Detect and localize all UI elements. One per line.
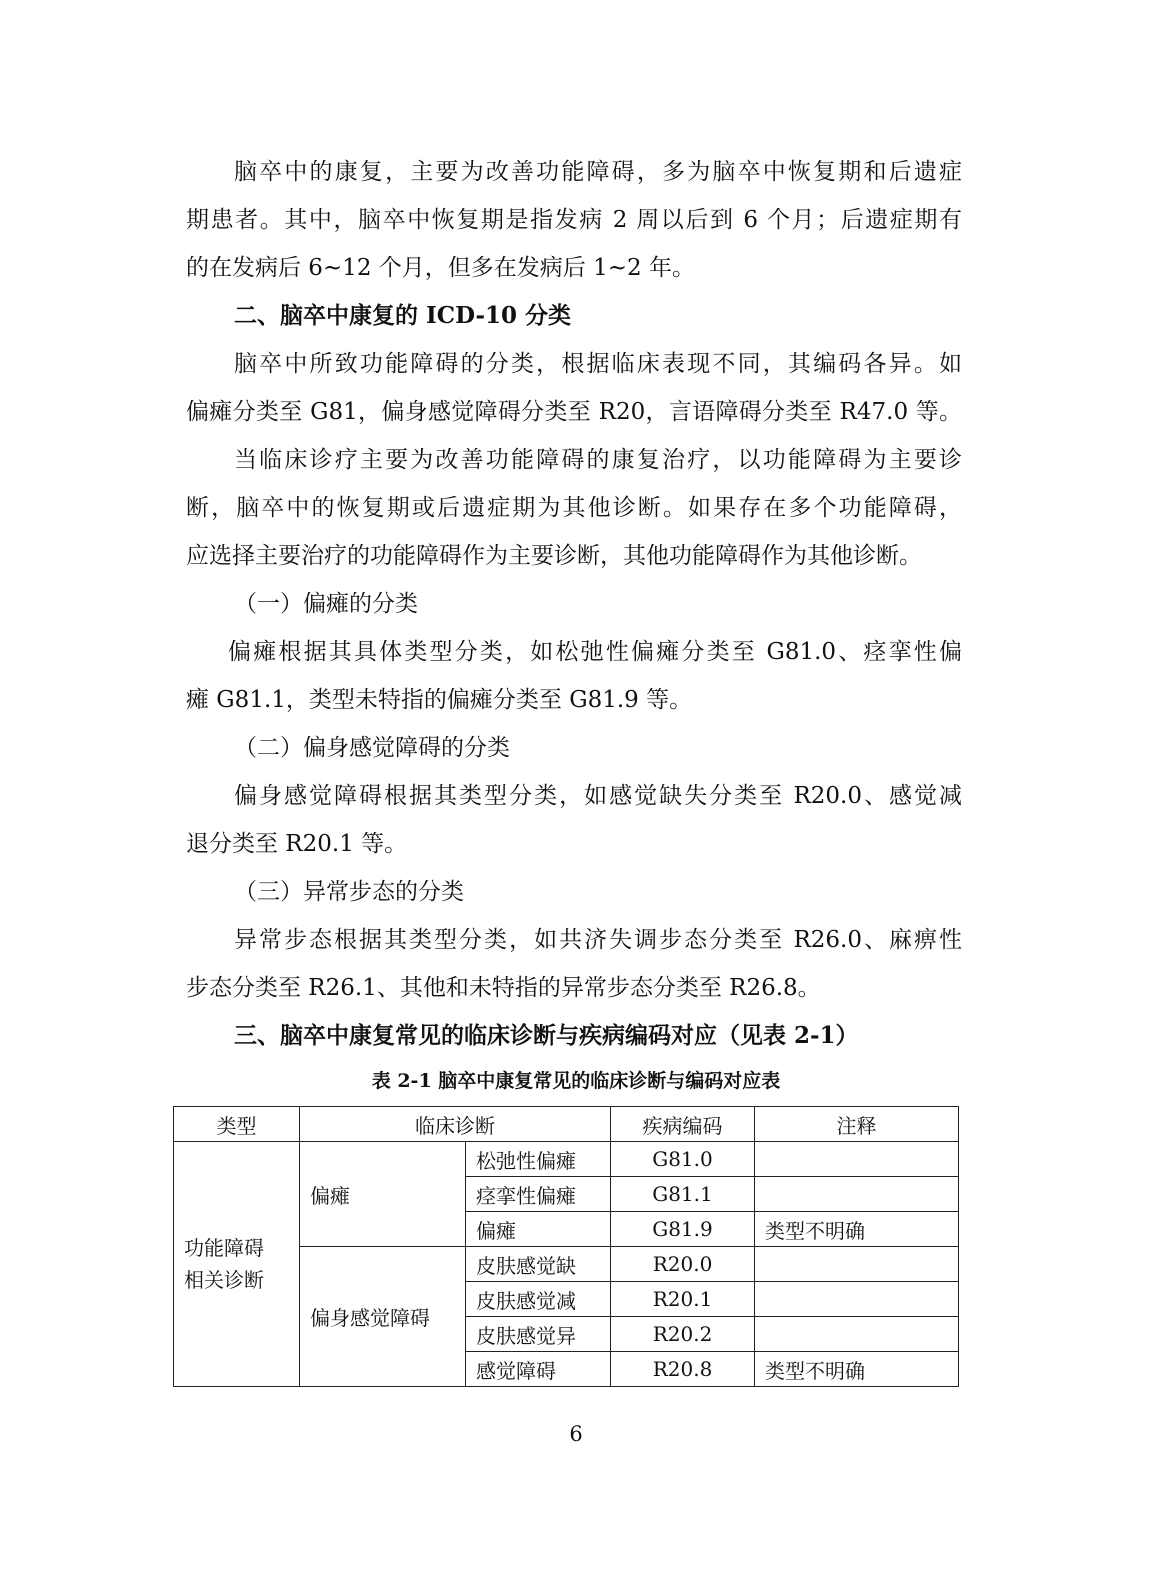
note-cell	[755, 1142, 959, 1177]
type-cell	[174, 1142, 300, 1387]
note-cell	[755, 1317, 959, 1352]
table-row	[174, 1142, 959, 1177]
text-line: 脑卒中所致功能障碍的分类，根据临床表现不同，其编码各异。如	[234, 351, 962, 377]
page-number: 6	[569, 1422, 583, 1446]
section-heading-icd10: 二、脑卒中康复的 ICD-10 分类	[234, 302, 572, 329]
type-label-line: 功能障碍	[184, 1236, 264, 1260]
subheading-gait: （三）异常步态的分类	[234, 879, 464, 905]
paragraph-stroke-rehab-intro	[186, 148, 962, 292]
diagnosis-cell: 皮肤感觉缺	[466, 1247, 611, 1282]
diagnosis-cell: 皮肤感觉异	[466, 1317, 611, 1352]
text-line: 偏瘫根据其具体类型分类，如松弛性偏瘫分类至 G81.0、痉挛性偏	[228, 639, 962, 665]
text-line: 的在发病后 6~12 个月，但多在发病后 1~2 年。	[186, 255, 695, 281]
header-note: 注释	[755, 1107, 959, 1142]
paragraph-gait	[186, 916, 962, 1012]
group-cell-hemiplegia: 偏瘫	[300, 1142, 466, 1247]
text-line: 期患者。其中，脑卒中恢复期是指发病 2 周以后到 6 个月；后遗症期有	[186, 207, 962, 233]
text-line: 应选择主要治疗的功能障碍作为主要诊断，其他功能障碍作为其他诊断。	[186, 543, 922, 569]
code-cell: G81.1	[611, 1177, 755, 1212]
diagnosis-code-table	[173, 1106, 959, 1387]
header-type: 类型	[174, 1107, 300, 1142]
text-line: 步态分类至 R26.1、其他和未特指的异常步态分类至 R26.8。	[186, 975, 821, 1001]
diagnosis-cell: 松弛性偏瘫	[466, 1142, 611, 1177]
text-line: 偏身感觉障碍根据其类型分类，如感觉缺失分类至 R20.0、感觉减	[234, 783, 962, 809]
note-cell	[755, 1177, 959, 1212]
subheading-hemisensory: （二）偏身感觉障碍的分类	[234, 735, 510, 761]
diagnosis-cell: 痉挛性偏瘫	[466, 1177, 611, 1212]
text-line: 偏瘫分类至 G81，偏身感觉障碍分类至 R20，言语障碍分类至 R47.0 等。	[186, 399, 962, 425]
code-cell: G81.0	[611, 1142, 755, 1177]
text-line: 退分类至 R20.1 等。	[186, 831, 408, 857]
paragraph-hemiplegia	[186, 628, 962, 724]
diagnosis-cell: 感觉障碍	[466, 1352, 611, 1387]
header-diagnosis: 临床诊断	[300, 1107, 611, 1142]
table-header-row	[174, 1107, 959, 1142]
paragraph-main-diagnosis	[186, 436, 962, 580]
table-caption: 表 2-1 脑卒中康复常见的临床诊断与编码对应表	[371, 1070, 781, 1092]
note-cell	[755, 1247, 959, 1282]
diagnosis-cell: 皮肤感觉减	[466, 1282, 611, 1317]
text-line: 异常步态根据其类型分类，如共济失调步态分类至 R26.0、麻痹性	[234, 927, 962, 953]
subheading-hemiplegia: （一）偏瘫的分类	[234, 591, 418, 617]
note-cell: 类型不明确	[755, 1212, 959, 1247]
note-cell: 类型不明确	[755, 1352, 959, 1387]
type-label-line: 相关诊断	[184, 1268, 264, 1292]
text-line: 当临床诊疗主要为改善功能障碍的康复治疗，以功能障碍为主要诊	[234, 447, 962, 473]
code-cell: R20.1	[611, 1282, 755, 1317]
code-cell: R20.2	[611, 1317, 755, 1352]
paragraph-classification	[186, 340, 962, 436]
text-line: 瘫 G81.1，类型未特指的偏瘫分类至 G81.9 等。	[186, 687, 693, 713]
text-line: 断，脑卒中的恢复期或后遗症期为其他诊断。如果存在多个功能障碍，	[186, 495, 962, 521]
text-line: 脑卒中的康复，主要为改善功能障碍，多为脑卒中恢复期和后遗症	[234, 159, 962, 185]
diagnosis-cell: 偏瘫	[466, 1212, 611, 1247]
section-heading-table-ref: 三、脑卒中康复常见的临床诊断与疾病编码对应（见表 2-1）	[234, 1022, 859, 1049]
group-cell-hemisensory: 偏身感觉障碍	[300, 1247, 466, 1387]
paragraph-hemisensory	[186, 772, 962, 868]
header-code: 疾病编码	[611, 1107, 755, 1142]
code-cell: R20.8	[611, 1352, 755, 1387]
code-cell: R20.0	[611, 1247, 755, 1282]
note-cell	[755, 1282, 959, 1317]
code-cell: G81.9	[611, 1212, 755, 1247]
